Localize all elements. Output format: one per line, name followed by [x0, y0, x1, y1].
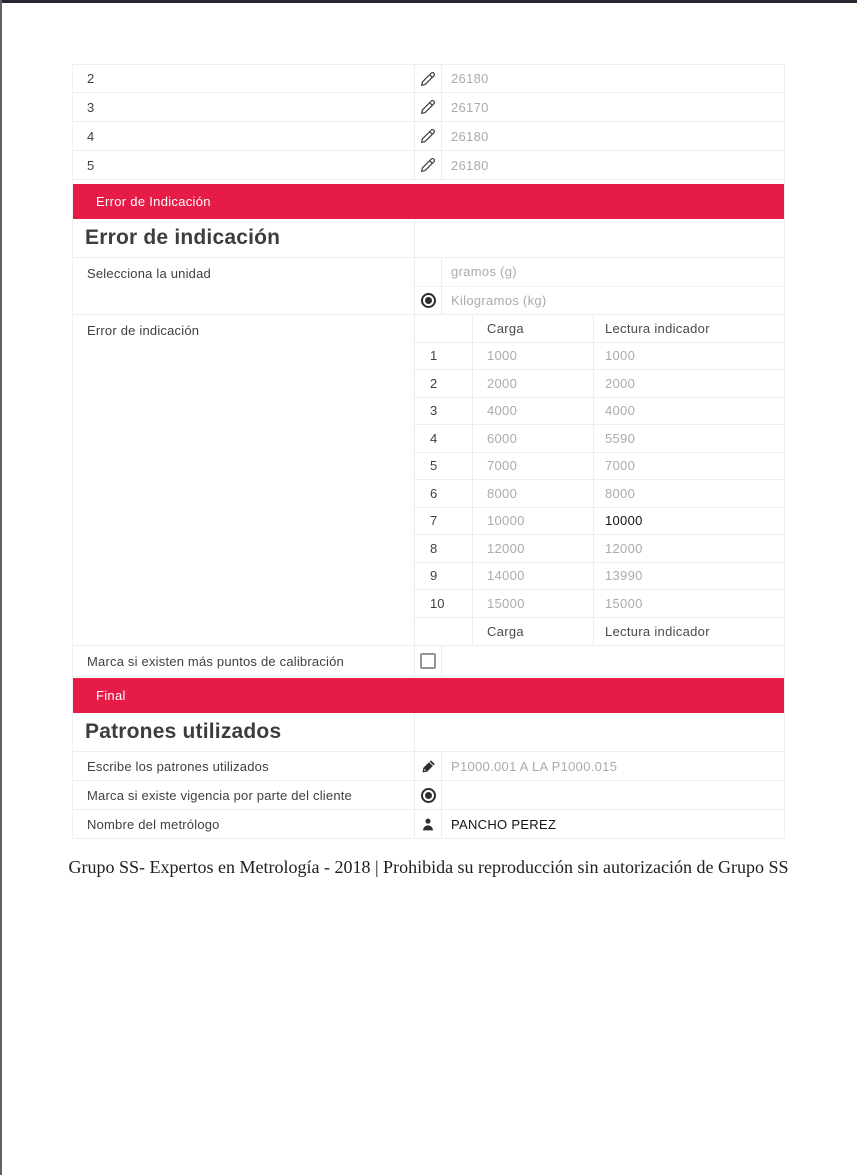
row-index: 2	[415, 370, 473, 397]
carga-header: Carga	[473, 315, 594, 342]
metrologist-row	[73, 810, 784, 839]
lectura-field-active[interactable]: 10000	[605, 513, 643, 529]
carga-field[interactable]: 1000	[473, 343, 594, 370]
row-index: 3	[415, 398, 473, 425]
row-index: 5	[415, 453, 473, 480]
calibration-form	[72, 64, 785, 839]
row-index: 10	[415, 590, 473, 617]
unit-selector-row	[73, 258, 784, 315]
row-index: 7	[415, 508, 473, 535]
table-row	[73, 64, 784, 93]
copyright-footer: Grupo SS- Expertos en Metrología - 2018 | Prohibida su reproducción sin autorización de Grupo SS	[68, 857, 789, 877]
value-field[interactable]: 26180	[451, 157, 489, 173]
lectura-field[interactable]: 5590	[605, 430, 636, 446]
table-row	[73, 122, 784, 151]
row-label: 4	[73, 122, 415, 150]
empty-cell	[442, 646, 784, 676]
value-field[interactable]: 26180	[451, 71, 489, 86]
value-field[interactable]: 26170	[451, 99, 489, 115]
table-row	[73, 151, 784, 180]
row-index: 6	[415, 480, 473, 507]
radio-unselected-icon[interactable]	[415, 258, 442, 286]
index-header	[415, 315, 473, 342]
carga-field[interactable]: 14000	[473, 563, 594, 590]
pen-icon	[415, 752, 442, 780]
lectura-field[interactable]: 4000	[605, 403, 636, 419]
table-row	[415, 535, 784, 563]
lectura-field[interactable]: 13990	[605, 568, 643, 584]
more-points-checkbox[interactable]	[415, 646, 442, 676]
lectura-field[interactable]: 8000	[605, 485, 636, 501]
row-label: 5	[73, 151, 415, 179]
pencil-icon	[415, 151, 442, 179]
lectura-field[interactable]: 7000	[605, 458, 636, 474]
patterns-row	[73, 752, 784, 781]
vigencia-label: Marca si existe vigencia por parte del cliente	[73, 781, 415, 809]
carga-field[interactable]: 4000	[473, 398, 594, 425]
table-row	[415, 425, 784, 453]
carga-field[interactable]: 6000	[473, 425, 594, 452]
table-row	[415, 370, 784, 398]
table-row	[415, 343, 784, 371]
table-row	[415, 590, 784, 618]
carga-field[interactable]: 15000	[473, 590, 594, 617]
patterns-label: Escribe los patrones utilizados	[73, 752, 415, 780]
metrologist-field[interactable]: PANCHO PEREZ	[451, 816, 557, 832]
table-row	[415, 508, 784, 536]
lectura-field[interactable]: 15000	[605, 595, 643, 611]
empty-cell	[415, 219, 784, 257]
metrologist-label: Nombre del metrólogo	[73, 810, 415, 838]
value-field[interactable]: 26180	[451, 128, 489, 144]
window-top-edge	[0, 0, 857, 3]
checkbox-icon[interactable]	[420, 653, 436, 669]
more-calibration-points-row	[73, 646, 784, 677]
unit-option-gramos[interactable]	[415, 258, 784, 287]
lectura-header: Lectura indicador	[605, 623, 710, 639]
pencil-icon	[415, 93, 442, 121]
table-row	[73, 93, 784, 122]
unit-selector-label: Selecciona la unidad	[73, 258, 415, 314]
pencil-icon	[415, 65, 442, 92]
row-index: 8	[415, 535, 473, 562]
checkbox-label: Marca si existen más puntos de calibración	[73, 646, 415, 676]
row-label: 2	[73, 65, 415, 92]
radio-selected-icon[interactable]	[415, 781, 442, 809]
lectura-field[interactable]: 12000	[605, 540, 643, 556]
lectura-field[interactable]: 1000	[605, 348, 636, 364]
lectura-header: Lectura indicador	[605, 320, 710, 336]
carga-field[interactable]: 7000	[473, 453, 594, 480]
carga-header: Carga	[473, 618, 594, 646]
section-title: Error de indicación	[73, 219, 415, 257]
row-label: 3	[73, 93, 415, 121]
carga-field[interactable]: 2000	[473, 370, 594, 397]
table-row	[415, 398, 784, 426]
empty-cell	[415, 713, 784, 751]
empty-cell	[442, 781, 784, 809]
unit-option-label[interactable]: Kilogramos (kg)	[451, 292, 547, 308]
section-banner-final: Final	[73, 678, 784, 713]
pencil-icon	[415, 122, 442, 150]
carga-field[interactable]: 10000	[473, 508, 594, 535]
table-row	[415, 453, 784, 481]
carga-field[interactable]: 12000	[473, 535, 594, 562]
section-heading-row	[73, 219, 784, 258]
indication-table-header	[415, 315, 784, 343]
section-banner-error-indicacion: Error de Indicación	[73, 184, 784, 219]
table-row	[415, 480, 784, 508]
section-title: Patrones utilizados	[73, 713, 415, 751]
row-index: 4	[415, 425, 473, 452]
unit-option-kilogramos[interactable]	[415, 287, 784, 315]
person-icon	[415, 810, 442, 838]
radio-selected-icon[interactable]	[415, 287, 442, 315]
section-heading-row	[73, 713, 784, 752]
vigencia-row	[73, 781, 784, 810]
indication-table-footer	[415, 618, 784, 646]
unit-options	[415, 258, 784, 314]
indication-table	[415, 315, 784, 645]
row-index: 9	[415, 563, 473, 590]
table-row	[415, 563, 784, 591]
indication-table-label: Error de indicación	[73, 315, 415, 645]
window-left-edge	[0, 0, 2, 1175]
index-header	[415, 618, 473, 646]
lectura-field[interactable]: 2000	[605, 375, 636, 391]
patterns-field[interactable]: P1000.001 A LA P1000.015	[451, 758, 618, 774]
unit-option-label[interactable]: gramos (g)	[451, 264, 517, 280]
carga-field[interactable]: 8000	[473, 480, 594, 507]
indication-table-row	[73, 315, 784, 646]
row-index: 1	[415, 343, 473, 370]
